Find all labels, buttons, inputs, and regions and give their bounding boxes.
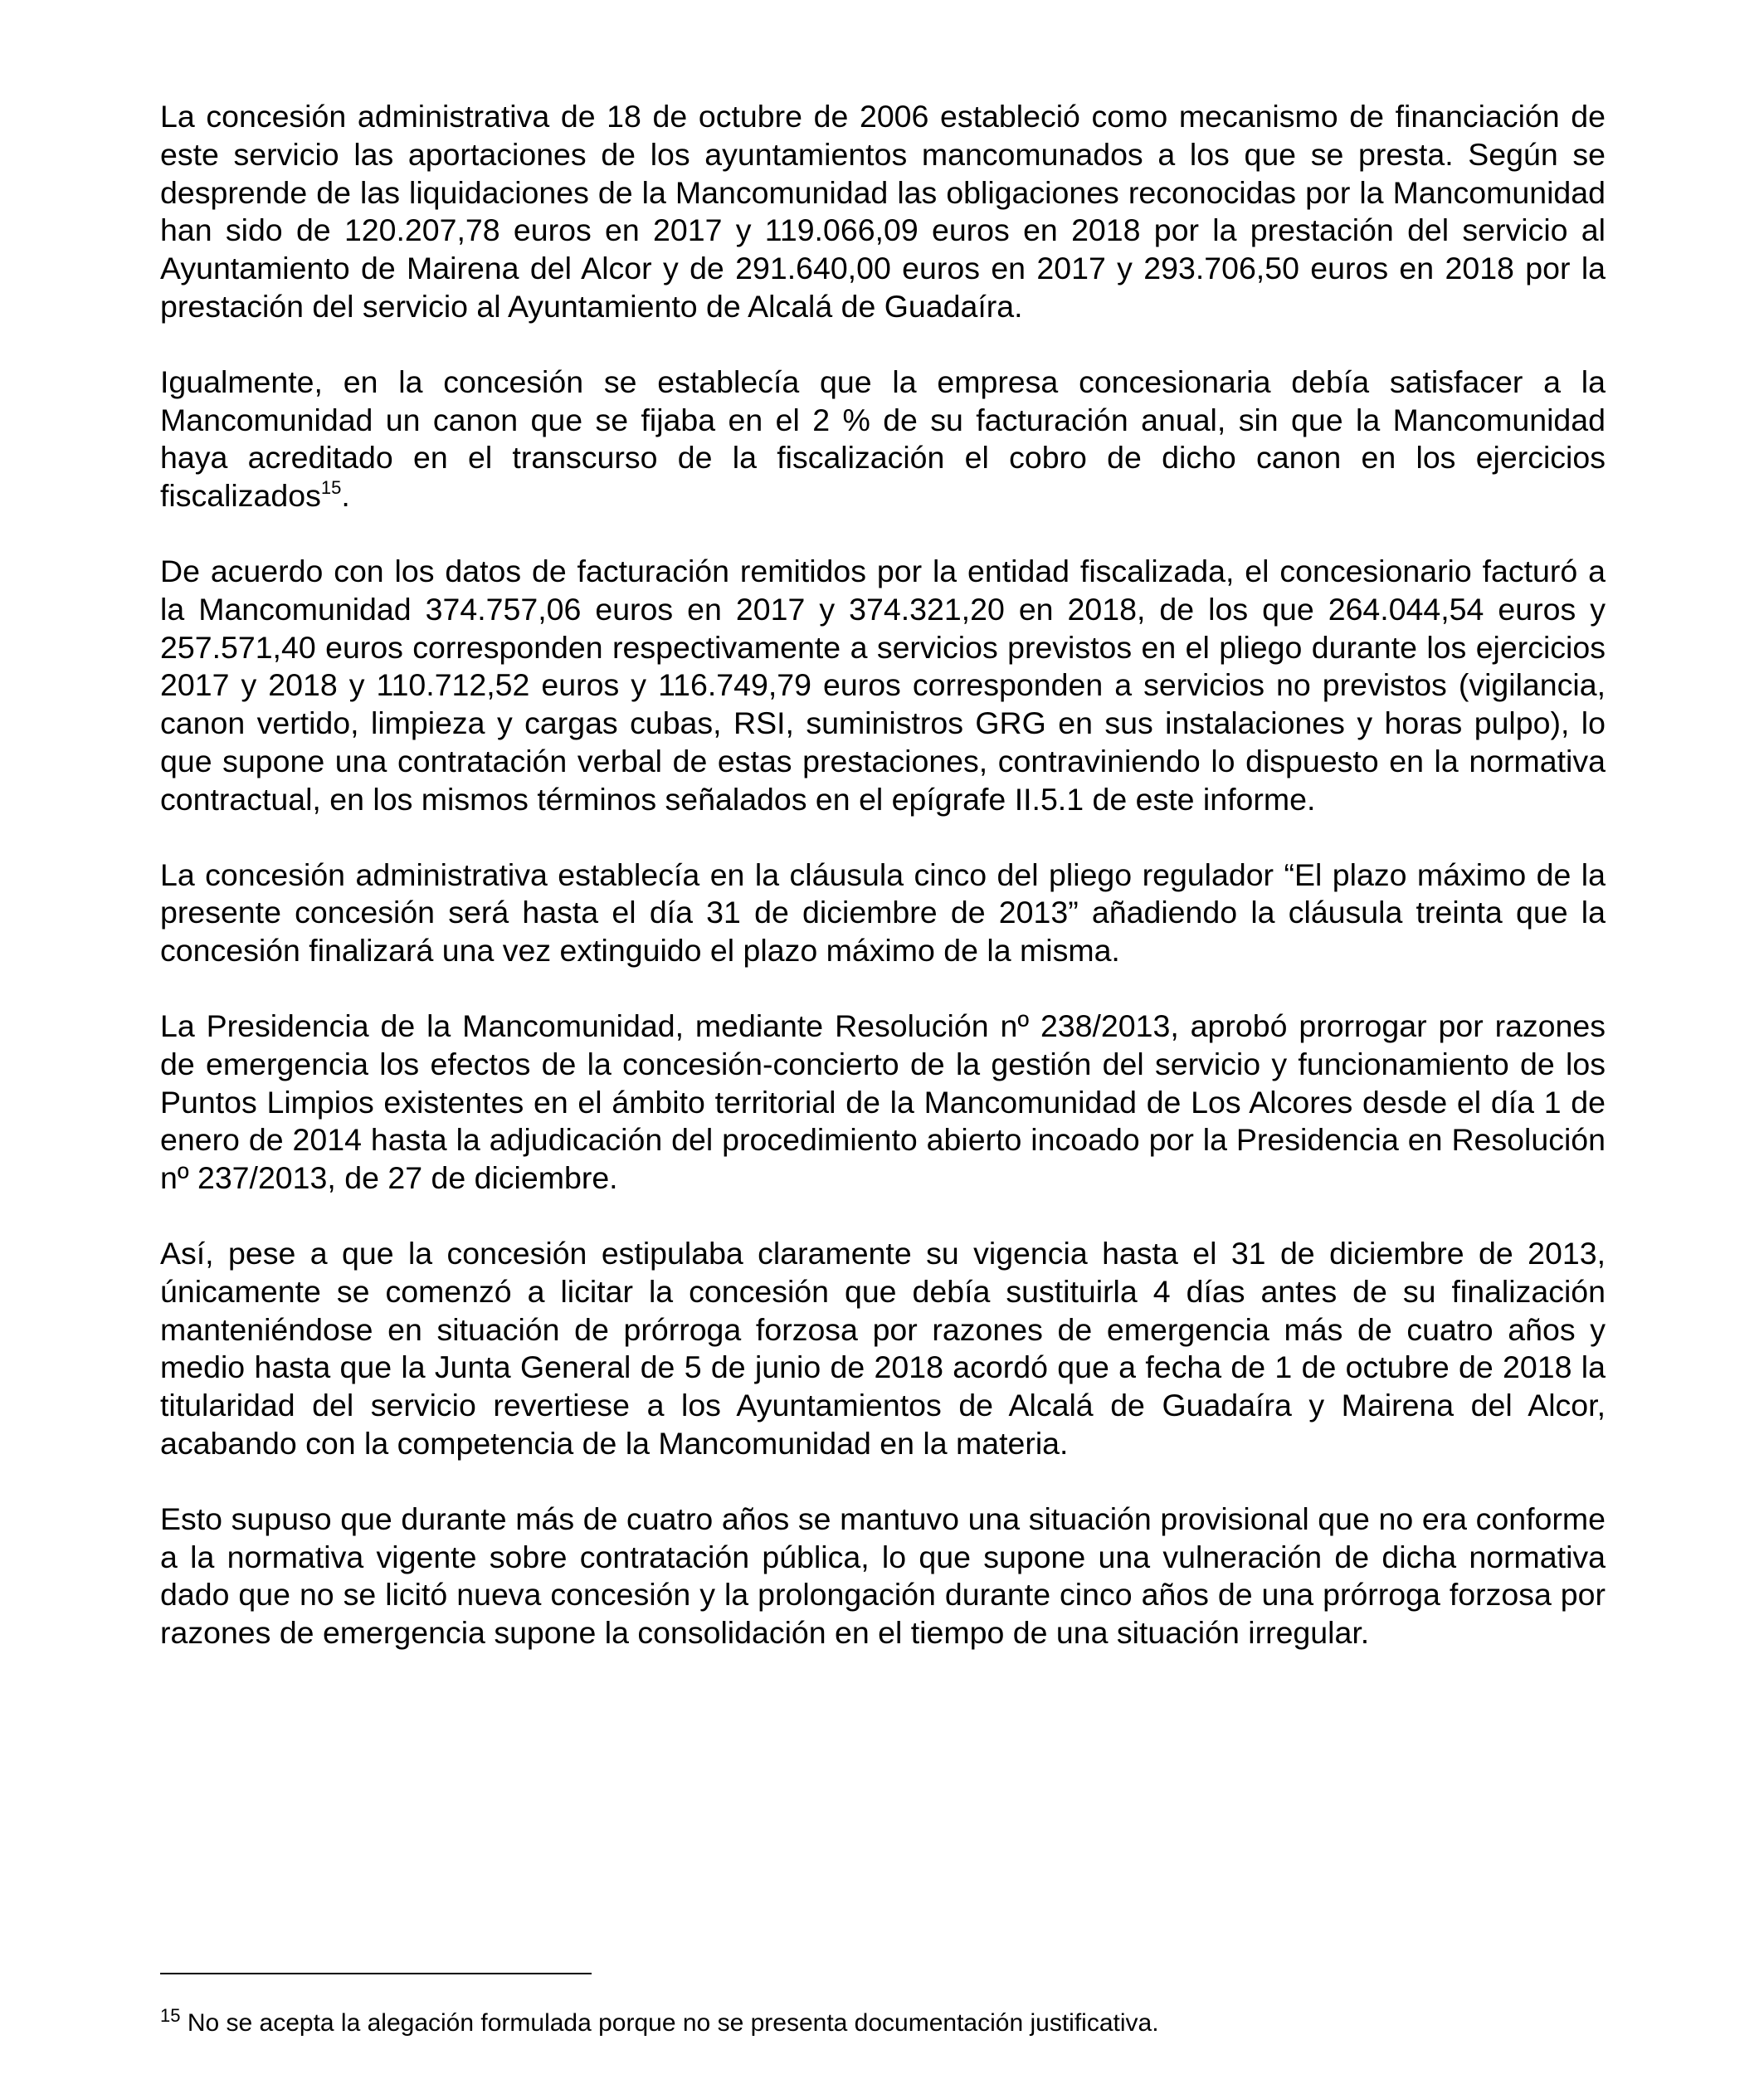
- footnote-number: 15: [160, 2005, 181, 2026]
- paragraph-canon-tail: .: [341, 478, 350, 514]
- paragraph-canon-text: Igualmente, en la concesión se establecía que la empresa concesionaria debía satisfacer a la Mancomunidad un canon que se fijaba en el 2 % de su facturación anual, sin que la Mancomunidad haya acreditado en el transcurso de la fiscalización el cobro de dicho canon en los ejercicios fiscalizados: [160, 364, 1606, 514]
- footnote: [160, 2005, 1606, 2038]
- footnote-text: No se acepta la alegación formulada porque no se presenta documentación justificativa.: [180, 2009, 1159, 2037]
- paragraph-extension-resolution: La Presidencia de la Mancomunidad, mediante Resolución nº 238/2013, aprobó prorrogar por razones de emergencia los efectos de la concesión-concierto de la gestión del servicio y funcionamiento de los Puntos Limpios existentes en el ámbito territorial de la Mancomunidad de Los Alcores desde el día 1 de enero de 2014 hasta la adjudicación del procedimiento abierto incoado por la Presidencia en Resolución nº 237/2013, de 27 de diciembre.: [160, 1008, 1606, 1196]
- footnote-separator: [160, 1973, 592, 1974]
- paragraph-canon: [160, 364, 1606, 515]
- footnote-reference[interactable]: 15: [320, 477, 342, 499]
- paragraph-term-clause: La concesión administrativa establecía en la cláusula cinco del pliego regulador “El plazo máximo de la presente concesión será hasta el día 31 de diciembre de 2013” añadiendo la cláusula treinta que la concesión finalizará una vez extinguido el plazo máximo de la misma.: [160, 856, 1606, 969]
- paragraph-billing: De acuerdo con los datos de facturación remitidos por la entidad fiscalizada, el concesionario facturó a la Mancomunidad 374.757,06 euros en 2017 y 374.321,20 en 2018, de los que 264.044,54 euros y 257.571,40 euros corresponden respectivamente a servicios previstos en el pliego durante los ejercicios 2017 y 2018 y 110.712,52 euros y 116.749,79 euros corresponden a servicios no previstos (vigilancia, canon vertido, limpieza y cargas cubas, RSI, suministros GRG en sus instalaciones y horas pulpo), lo que supone una contratación verbal de estas prestaciones, contraviniendo lo dispuesto en la normativa contractual, en los mismos términos señalados en el epígrafe II.5.1 de este informe.: [160, 553, 1606, 817]
- body-text: [160, 98, 1606, 1690]
- paragraph-forced-extension: Así, pese a que la concesión estipulaba claramente su vigencia hasta el 31 de diciembre de 2013, únicamente se comenzó a licitar la concesión que debía sustituirla 4 días antes de su finalización manteniéndose en situación de prórroga forzosa por razones de emergencia más de cuatro años y medio hasta que la Junta General de 5 de junio de 2018 acordó que a fecha de 1 de octubre de 2018 la titularidad del servicio revertiese a los Ayuntamientos de Alcalá de Guadaíra y Mairena del Alcor, acabando con la competencia de la Mancomunidad en la materia.: [160, 1235, 1606, 1461]
- paragraph-financing: La concesión administrativa de 18 de octubre de 2006 estableció como mecanismo de financiación de este servicio las aportaciones de los ayuntamientos mancomunados a los que se presta. Según se desprende de las liquidaciones de la Mancomunidad las obligaciones reconocidas por la Mancomunidad han sido de 120.207,78 euros en 2017 y 119.066,09 euros en 2018 por la prestación del servicio al Ayuntamiento de Mairena del Alcor y de 291.640,00 euros en 2017 y 293.706,50 euros en 2018 por la prestación del servicio al Ayuntamiento de Alcalá de Guadaíra.: [160, 99, 1606, 324]
- paragraph-conclusion: Esto supuso que durante más de cuatro años se mantuvo una situación provisional que no era conforme a la normativa vigente sobre contratación pública, lo que supone una vulneración de dicha normativa dado que no se licitó nueva concesión y la prolongación durante cinco años de una prórroga forzosa por razones de emergencia supone la consolidación en el tiempo de una situación irregular.: [160, 1501, 1606, 1651]
